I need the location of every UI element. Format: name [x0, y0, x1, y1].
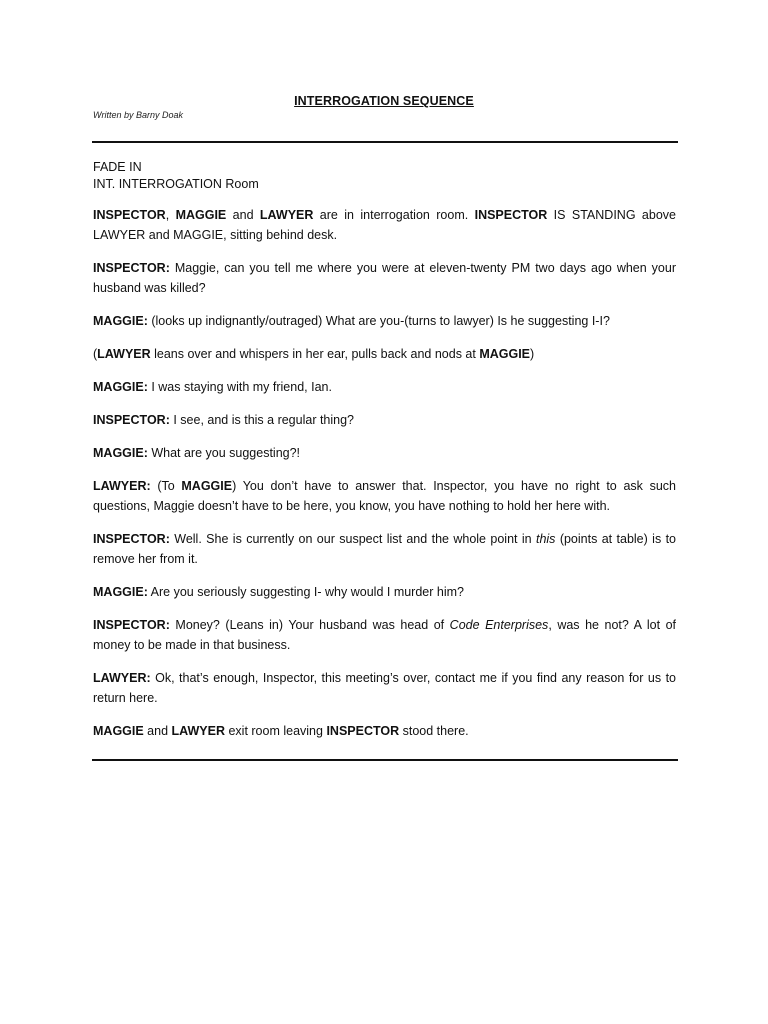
script-paragraph	[93, 344, 676, 364]
script-paragraph	[93, 529, 676, 569]
line-text: I was staying with my friend, Ian.	[147, 380, 332, 394]
script-body	[93, 159, 676, 754]
speaker-text: MAGGIE:	[93, 585, 148, 599]
line-text: Maggie, can you tell me where you were at eleven-twenty PM two days ago when your husband was killed?	[93, 261, 676, 295]
speaker-text: MAGGIE	[175, 208, 227, 222]
speaker-text: MAGGIE:	[93, 446, 148, 460]
author-byline: Written by Barny Doak	[93, 110, 184, 120]
location-line: INT. INTERROGATION Room	[93, 177, 259, 191]
line-text: What are you suggesting?!	[147, 446, 301, 460]
document-title: INTERROGATION SEQUENCE	[294, 94, 474, 108]
line-text: stood there.	[399, 724, 469, 738]
script-paragraph	[93, 443, 676, 463]
script-paragraph	[93, 258, 676, 298]
speaker-text: MAGGIE:	[93, 314, 148, 328]
line-text: (	[93, 347, 98, 361]
line-text: I see, and is this a regular thing?	[169, 413, 355, 427]
transition-line: FADE IN	[93, 160, 142, 174]
script-paragraph	[93, 311, 676, 331]
line-text: (points at table) is to remove her from it.	[93, 532, 676, 566]
speaker-text: MAGGIE:	[93, 380, 148, 394]
speaker-text: MAGGIE	[479, 347, 531, 361]
speaker-text: LAWYER	[171, 724, 225, 738]
line-text: ) You don’t have to answer that. Inspector, you have no right to ask such questions, Maggie doesn’t have to be here, you know, you have nothing to hold her here with.	[93, 479, 676, 513]
speaker-text: INSPECTOR:	[93, 618, 170, 632]
script-paragraph	[93, 721, 676, 741]
speaker-text: LAWYER:	[93, 479, 151, 493]
line-text: ,	[165, 208, 176, 222]
speaker-text: INSPECTOR:	[93, 261, 170, 275]
script-paragraph	[93, 668, 676, 708]
top-divider	[92, 141, 678, 143]
speaker-text: INSPECTOR:	[93, 532, 170, 546]
script-paragraph	[93, 205, 676, 245]
line-text: are in interrogation room.	[313, 208, 475, 222]
line-text: and	[143, 724, 172, 738]
line-text: , was he not? A lot of money to be made in that business.	[93, 618, 677, 652]
bottom-divider	[92, 759, 678, 761]
line-text: leans over and whispers in her ear, pulls back and nods at	[150, 347, 480, 361]
script-paragraph	[93, 476, 676, 516]
speaker-text: MAGGIE	[181, 479, 233, 493]
line-text: )	[530, 347, 535, 361]
speaker-text: INSPECTOR	[326, 724, 400, 738]
line-text: Ok, that’s enough, Inspector, this meeting’s over, contact me if you find any reason for us to return here.	[93, 671, 676, 705]
line-text: (To	[150, 479, 182, 493]
speaker-text: INSPECTOR	[93, 208, 166, 222]
speaker-text: INSPECTOR:	[93, 413, 170, 427]
scene-heading	[93, 159, 676, 193]
speaker-text: LAWYER:	[93, 671, 151, 685]
script-paragraph	[93, 377, 676, 397]
speaker-text: LAWYER	[97, 347, 151, 361]
line-text: Money? (Leans in) Your husband was head of	[169, 618, 450, 632]
line-text: exit room leaving	[225, 724, 327, 738]
speaker-text: INSPECTOR	[474, 208, 548, 222]
line-text: and	[226, 208, 260, 222]
emphasis-text: Code Enterprises	[449, 618, 549, 632]
line-text: (looks up indignantly/outraged) What are you-(turns to lawyer) Is he suggesting I-I?	[147, 314, 610, 328]
line-text: Are you seriously suggesting I- why would I murder him?	[147, 585, 464, 599]
line-text: Well. She is currently on our suspect list and the whole point in	[169, 532, 536, 546]
dialogue-list	[93, 205, 676, 741]
line-text: IS STANDING above LAWYER and MAGGIE, sitting behind desk.	[93, 208, 676, 242]
script-paragraph	[93, 410, 676, 430]
script-paragraph	[93, 615, 676, 655]
speaker-text: LAWYER	[259, 208, 314, 222]
script-paragraph	[93, 582, 676, 602]
speaker-text: MAGGIE	[93, 724, 144, 738]
emphasis-text: this	[535, 532, 556, 546]
